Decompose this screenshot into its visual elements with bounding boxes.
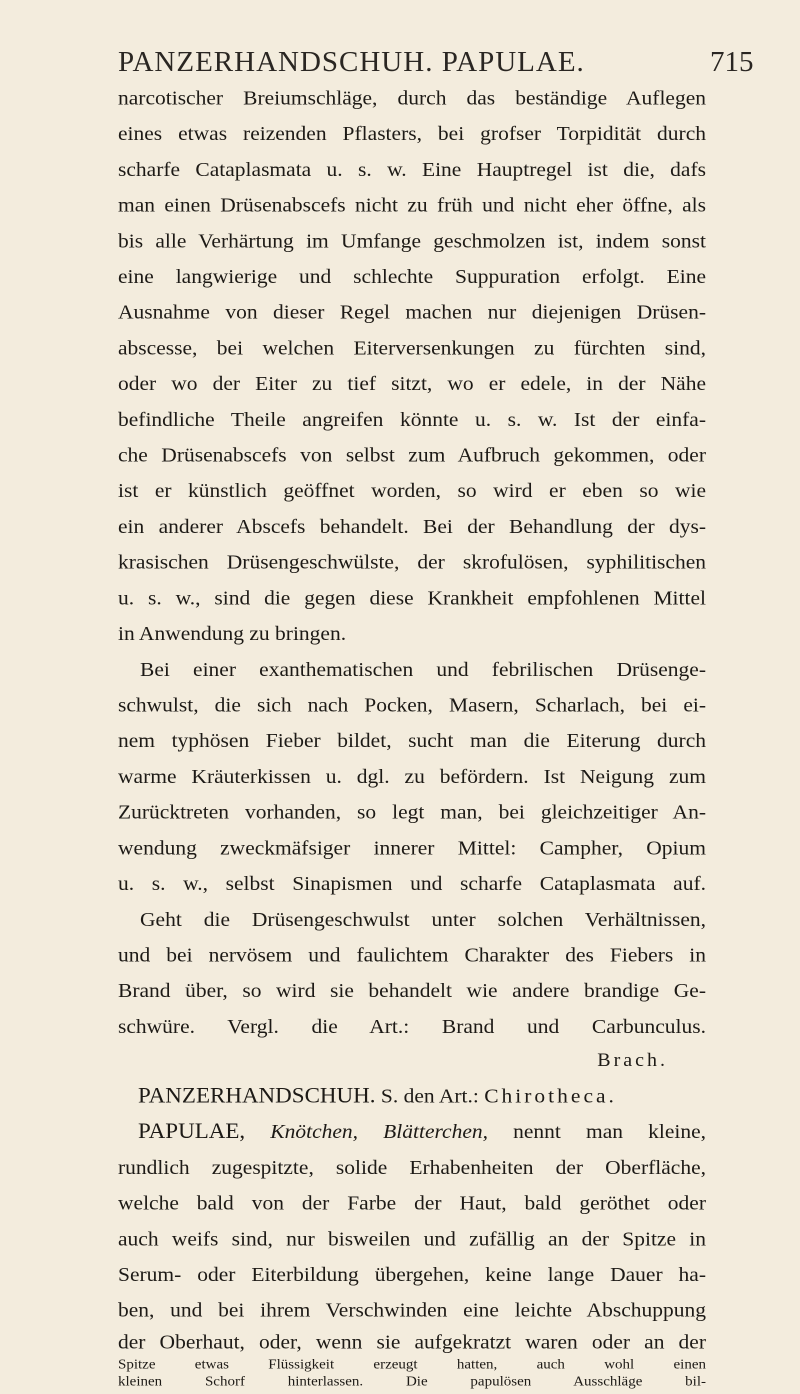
text-line: schwüre. Vergl. die Art.: Brand und Carbunculus. [118, 1015, 706, 1038]
text-line: ein anderer Abscefs behandelt. Bei der Behandlung der dys- [118, 515, 706, 538]
text-line: eine langwierige und schlechte Suppuration erfolgt. Eine [118, 265, 706, 288]
entry-text: nennt man kleine, [513, 1120, 707, 1143]
text-line: schwulst, die sich nach Pocken, Masern, Scharlach, bei ei- [118, 693, 706, 717]
page-number: 715 [710, 46, 754, 78]
text-line: Ausnahme von dieser Regel machen nur diejenigen Drüsen- [118, 300, 706, 324]
entry-panzerhandschuh [138, 1078, 706, 1114]
text-line: bis alle Verhärtung im Umfange geschmolzen ist, indem sonst [118, 229, 706, 252]
text-line: auch weifs sind, nur bisweilen und zufällig an der Spitze in [118, 1227, 706, 1250]
text-line: narcotischer Breiumschläge, durch das beständige Auflegen [118, 86, 706, 110]
cross-reference: Chirotheca. [484, 1084, 617, 1108]
text-line: Zurücktreten vorhanden, so legt man, bei gleichzeitiger An- [118, 800, 706, 824]
text-line: nem typhösen Fieber bildet, sucht man die Eiterung durch [118, 729, 706, 752]
text-line: man einen Drüsenabscefs nicht zu früh und nicht eher öffne, als [118, 193, 706, 217]
text-line: kleinen Schorf hinterlassen. Die papulösen Ausschläge bil- [118, 1374, 706, 1390]
text-line: oder wo der Eiter zu tief sitzt, wo er edele, in der Nähe [118, 372, 706, 395]
text-line: warme Kräuterkissen u. dgl. zu befördern. Ist Neigung zum [118, 765, 706, 788]
text-line: krasischen Drüsengeschwülste, der skrofulösen, syphilitischen [118, 550, 706, 574]
text-line: Spitze etwas Flüssigkeit erzeugt hatten, auch wohl einen [118, 1357, 706, 1373]
text-line: Geht die Drüsengeschwulst unter solchen Verhältnissen, [140, 907, 706, 931]
text-line: ben, und bei ihrem Verschwinden eine leichte Abschuppung [118, 1298, 706, 1322]
entry-text: S. den Art.: [380, 1084, 479, 1108]
text-line: der Oberhaut, oder, wenn sie aufgekratzt waren oder an der [118, 1330, 706, 1354]
author-signature: Brach. [597, 1049, 668, 1071]
text-line: u. s. w., selbst Sinapismen und scharfe Cataplasmata auf. [118, 872, 706, 895]
text-line: befindliche Theile angreifen könnte u. s. w. Ist der einfa- [118, 407, 706, 431]
entry-headword: PAPULAE, [138, 1119, 246, 1143]
text-line: scharfe Cataplasmata u. s. w. Eine Hauptregel ist die, dafs [118, 157, 706, 181]
text-line: wendung zweckmäfsiger innerer Mittel: Campher, Opium [118, 836, 706, 860]
entry-gloss: Knötchen, Blätterchen, [270, 1120, 489, 1143]
entry-papulae [138, 1114, 706, 1150]
entry-headword: PANZERHANDSCHUH. [138, 1083, 376, 1108]
text-line: Brand über, so wird sie behandelt wie andere brandige Ge- [118, 979, 706, 1002]
text-line: che Drüsenabscefs von selbst zum Aufbruch gekommen, oder [118, 443, 706, 467]
text-line: Serum- oder Eiterbildung übergehen, keine lange Dauer ha- [118, 1263, 706, 1286]
text-line: eines etwas reizenden Pflasters, bei grofser Torpidität durch [118, 122, 706, 145]
running-title: PANZERHANDSCHUH. PAPULAE. [118, 46, 585, 78]
text-line: und bei nervösem und faulichtem Charakter des Fiebers in [118, 943, 706, 967]
text-line: in Anwendung zu bringen. [118, 622, 347, 645]
text-line: u. s. w., sind die gegen diese Krankheit empfohlenen Mittel [118, 586, 706, 610]
text-line: abscesse, bei welchen Eiterversenkungen zu fürchten sind, [118, 336, 706, 360]
text-line: Bei einer exanthematischen und febrilischen Drüsenge- [140, 657, 706, 681]
text-line: ist er künstlich geöffnet worden, so wird er eben so wie [118, 479, 706, 502]
text-line: welche bald von der Farbe der Haut, bald geröthet oder [118, 1191, 706, 1215]
text-line: rundlich zugespitzte, solide Erhabenheiten der Oberfläche, [118, 1156, 706, 1179]
